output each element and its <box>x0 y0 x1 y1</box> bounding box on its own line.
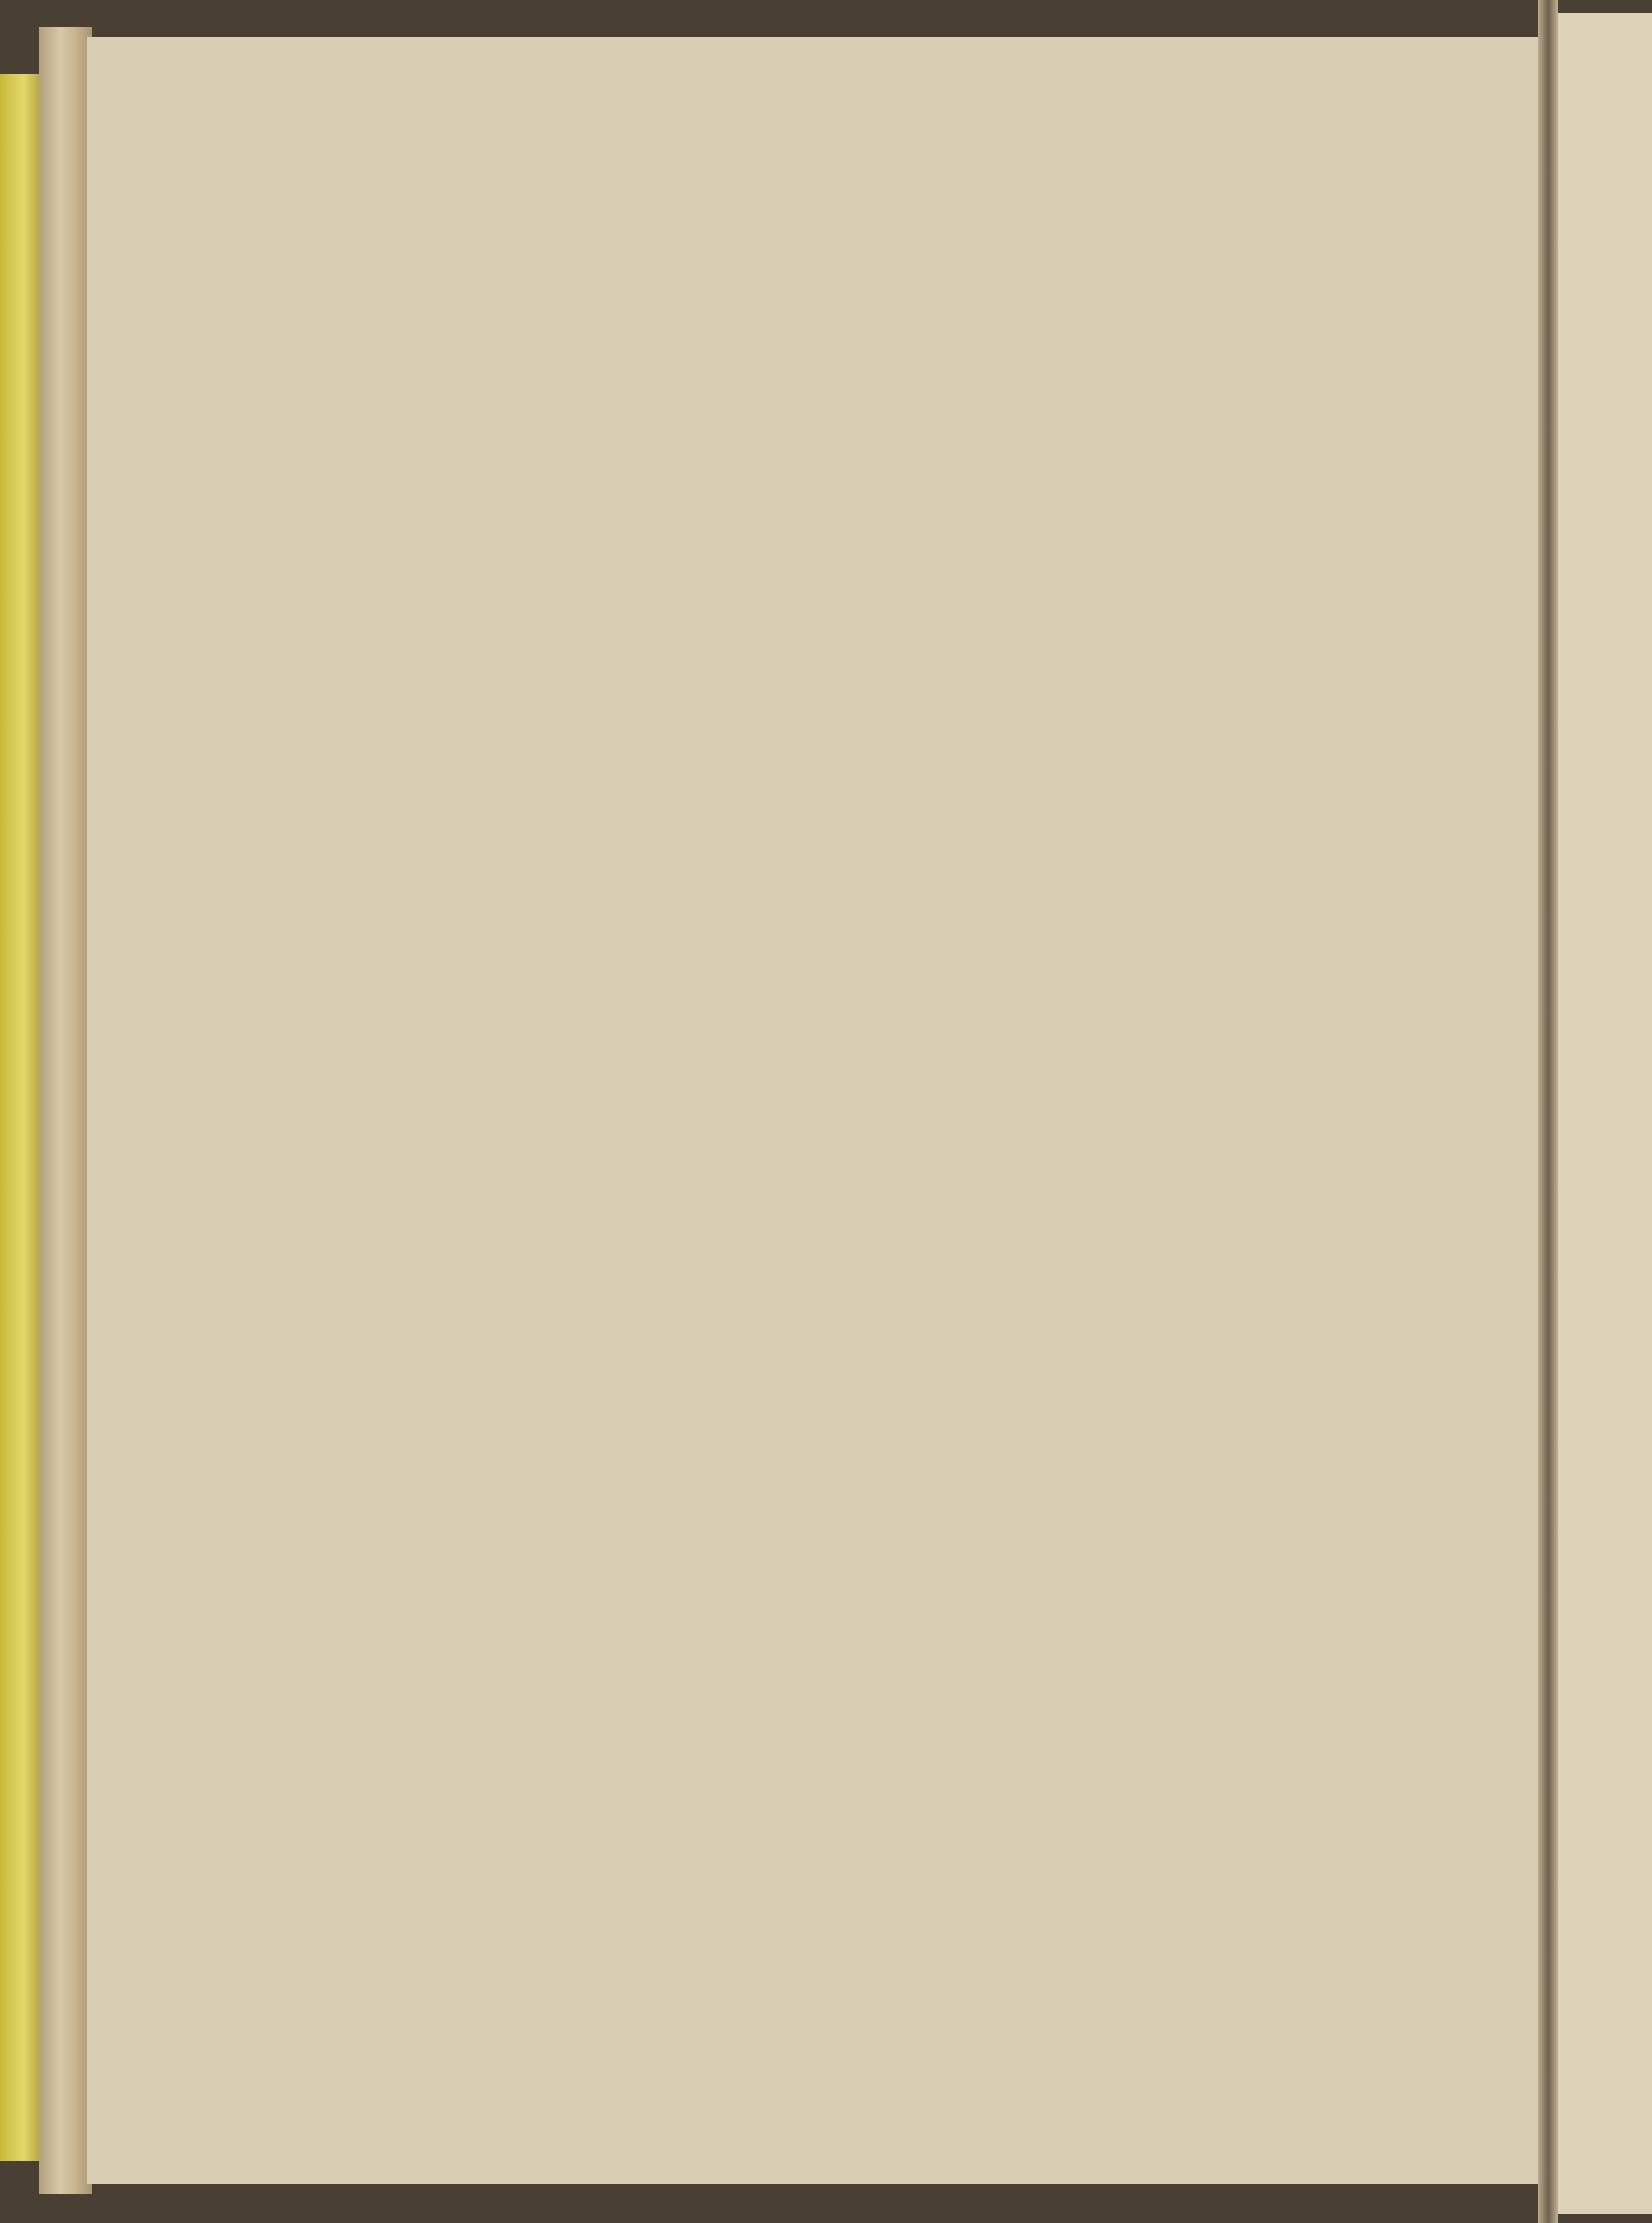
page-stack-edge <box>39 27 92 2194</box>
left-page <box>87 37 1545 2184</box>
right-page-edge <box>1558 13 1652 2214</box>
book-gutter <box>1538 0 1558 2223</box>
yellow-page-edge <box>0 74 40 2161</box>
